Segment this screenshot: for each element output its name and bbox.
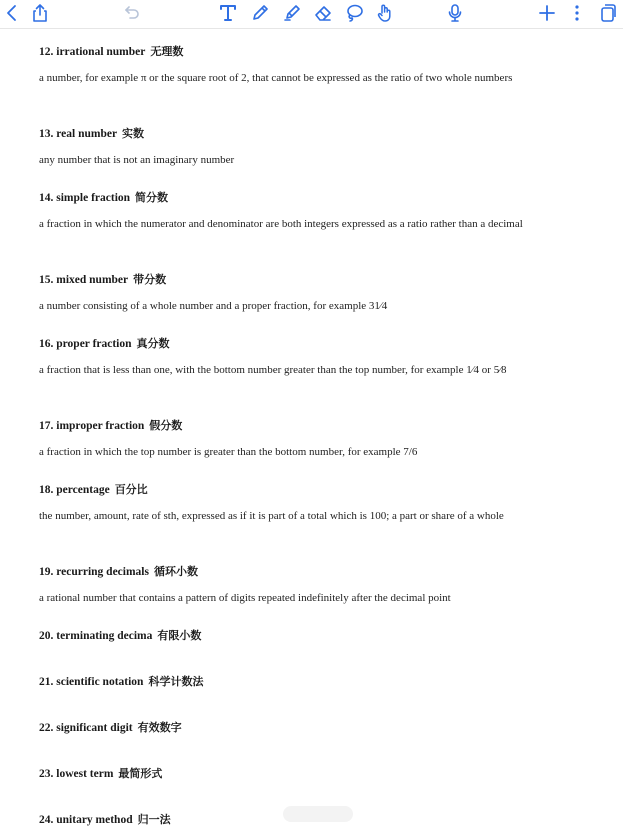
- entry-definition: a number consisting of a whole number and a proper fraction, for example 31⁄4: [39, 300, 388, 312]
- entry-term-zh: 实数: [122, 127, 145, 140]
- entry-term-en: 18. percentage: [39, 484, 110, 496]
- pen-icon[interactable]: [248, 1, 272, 25]
- entry-definition: a fraction in which the top number is greater than the bottom number, for example 7/6: [39, 446, 418, 458]
- entry-term-zh: 无理数: [150, 45, 184, 58]
- eraser-icon[interactable]: [311, 1, 335, 25]
- entry-term: [39, 482, 539, 498]
- entry-term-en: 24. unitary method: [39, 814, 133, 826]
- entry-term: [39, 190, 539, 206]
- entry-17: [39, 418, 539, 461]
- entry-term-en: 19. recurring decimals: [39, 566, 149, 578]
- entry-16: [39, 336, 539, 379]
- entry-term: [39, 272, 539, 288]
- entry-term-zh: 简分数: [135, 191, 169, 204]
- entry-term: [39, 674, 539, 690]
- entry-term: [39, 44, 539, 60]
- entry-term-en: 12. irrational number: [39, 46, 146, 58]
- entry-15: [39, 272, 539, 315]
- highlighter-icon[interactable]: [280, 1, 304, 25]
- back-chevron-icon[interactable]: [0, 1, 24, 25]
- undo-icon[interactable]: [120, 1, 144, 25]
- entry-term-zh: 有效数字: [137, 721, 182, 734]
- entry-term-zh: 科学计数法: [148, 675, 204, 688]
- entry-term: [39, 720, 539, 736]
- entry-term: [39, 564, 539, 580]
- entry-term-zh: 有限小数: [157, 629, 202, 642]
- entry-18: [39, 482, 539, 525]
- entry-21: [39, 674, 539, 690]
- entry-20: [39, 628, 539, 644]
- toolbar-divider: [0, 28, 623, 29]
- entry-22: [39, 720, 539, 736]
- entry-term-en: 17. improper fraction: [39, 420, 145, 432]
- hand-pointer-icon[interactable]: [373, 1, 397, 25]
- entry-term: [39, 336, 539, 352]
- entry-term-zh: 假分数: [149, 419, 183, 432]
- entry-term: [39, 126, 539, 142]
- entry-term: [39, 418, 539, 434]
- share-icon[interactable]: [28, 1, 52, 25]
- entry-term-en: 21. scientific notation: [39, 676, 144, 688]
- entry-definition: a fraction that is less than one, with the bottom number greater than the top number, for example 1⁄4 or 5⁄8: [39, 364, 507, 376]
- entry-term-zh: 循环小数: [153, 565, 198, 578]
- entry-term-en: 23. lowest term: [39, 768, 114, 780]
- watermark: [283, 806, 353, 822]
- add-icon[interactable]: [535, 1, 559, 25]
- entry-term-zh: 最简形式: [118, 767, 163, 780]
- entry-13: [39, 126, 539, 169]
- microphone-icon[interactable]: [443, 1, 467, 25]
- entry-term-en: 14. simple fraction: [39, 192, 131, 204]
- more-icon[interactable]: [565, 1, 589, 25]
- text-tool-icon[interactable]: [216, 1, 240, 25]
- entry-term-zh: 带分数: [133, 273, 167, 286]
- entry-12: [39, 44, 539, 87]
- entry-definition: any number that is not an imaginary number: [39, 154, 235, 166]
- entry-term-en: 16. proper fraction: [39, 338, 132, 350]
- entry-23: [39, 766, 539, 782]
- entry-14: [39, 190, 539, 233]
- entry-term-zh: 百分比: [114, 483, 148, 496]
- toolbar: [0, 0, 623, 28]
- entry-term-zh: 真分数: [136, 337, 170, 350]
- entry-definition: the number, amount, rate of sth, expressed as if it is part of a total which is 100; a part or share of a whole: [39, 510, 504, 522]
- entry-term: [39, 766, 539, 782]
- entry-term-en: 15. mixed number: [39, 274, 129, 286]
- lasso-icon[interactable]: [342, 1, 366, 25]
- entry-definition: a fraction in which the numerator and denominator are both integers expressed as a ratio rather than a decimal: [39, 218, 523, 230]
- entry-19: [39, 564, 539, 607]
- entry-term-en: 13. real number: [39, 128, 118, 140]
- entry-definition: a rational number that contains a pattern of digits repeated indefinitely after the decimal point: [39, 592, 451, 604]
- entry-term-zh: 归一法: [137, 813, 171, 826]
- entry-definition: a number, for example π or the square root of 2, that cannot be expressed as the ratio of two whole numbers: [39, 72, 513, 84]
- pages-icon[interactable]: [596, 1, 620, 25]
- entry-term-en: 22. significant digit: [39, 722, 133, 734]
- entry-term-en: 20. terminating decima: [39, 630, 153, 642]
- entry-term: [39, 628, 539, 644]
